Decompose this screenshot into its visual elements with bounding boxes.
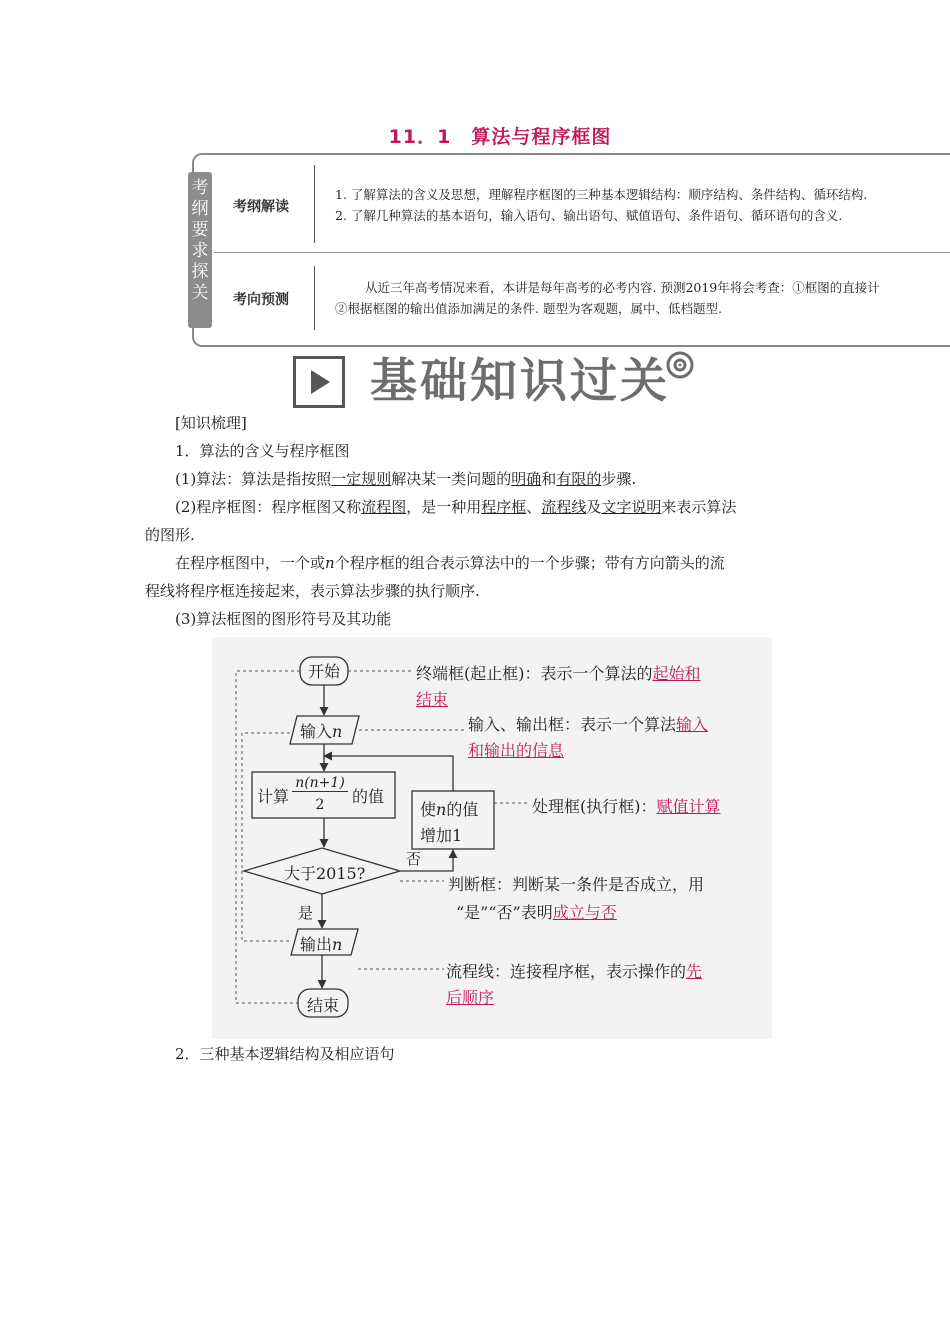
dotted-bracket xyxy=(236,671,300,1003)
dotted-bracket xyxy=(242,733,291,941)
p2-text: 及 xyxy=(586,498,602,516)
p2-text: 、 xyxy=(526,498,542,516)
p1-underline-3: 有限的 xyxy=(556,470,602,488)
row2-line2: ②根据框图的输出值添加满足的条件. 题型为客观题，属中、低档题型. xyxy=(335,301,722,316)
annotation-terminal xyxy=(416,661,701,713)
p2-underline-4: 文字说明 xyxy=(601,498,662,516)
annotation-flowline xyxy=(446,959,702,1011)
start-label: 开始 xyxy=(307,662,340,681)
increment-label xyxy=(420,797,478,820)
increment-var: n xyxy=(436,800,447,819)
annotation-io xyxy=(468,712,708,764)
row2-divider xyxy=(314,266,315,330)
annotation-highlight: 先 xyxy=(686,962,703,981)
p1-text: 和 xyxy=(541,470,557,488)
no-label: 否 xyxy=(406,850,422,868)
annotation-process xyxy=(532,794,721,817)
p2-text: 来表示算法 xyxy=(661,498,737,516)
increment-text: 使 xyxy=(420,800,437,819)
row1-divider xyxy=(314,165,315,243)
side-tab-label: 考 纲 要 求 探 关 xyxy=(191,178,209,303)
row1-line2: 2. 了解几种算法的基本语句，输入语句、输出语句、赋值语句、条件语句、循环语句的含义. xyxy=(335,208,843,223)
output-text: 输出 xyxy=(300,935,333,954)
input-label xyxy=(300,719,342,742)
paragraph-algorithm xyxy=(175,465,636,493)
row2-label: 考向预测 xyxy=(233,292,289,308)
p3-text: 个程序框的组合表示算法中的一个步骤；带有方向箭头的流 xyxy=(334,554,725,572)
increment-label-2: 增加1 xyxy=(420,826,463,845)
p2-continuation: 的图形. xyxy=(145,526,195,544)
section-banner: 基础知识过关 xyxy=(370,354,670,409)
p2-text: ，是一种用 xyxy=(406,498,482,516)
output-var: n xyxy=(332,935,343,954)
heading-1: 1．算法的含义与程序框图 xyxy=(175,442,350,460)
p2-underline-2: 程序框 xyxy=(481,498,527,516)
heading-2: 2．三种基本逻辑结构及相应语句 xyxy=(175,1045,395,1063)
p3-var-n: n xyxy=(325,554,335,572)
p1-underline-2: 明确 xyxy=(511,470,542,488)
flowchart-figure xyxy=(212,637,772,1039)
calc-label-b: 的值 xyxy=(352,787,385,806)
yes-label: 是 xyxy=(298,904,314,922)
p1-text: (1)算法：算法是指按照 xyxy=(175,470,332,488)
annotation-text: “是”“否”表明 xyxy=(456,903,553,922)
annotation-highlight: 赋值计算 xyxy=(656,797,721,816)
p3-continuation: 程线将程序框连接起来，表示算法步骤的执行顺序. xyxy=(145,582,480,600)
row1-label: 考纲解读 xyxy=(233,199,289,215)
output-label xyxy=(300,932,342,955)
p2-underline-1: 流程图 xyxy=(361,498,407,516)
input-var: n xyxy=(332,722,343,741)
calc-label-a: 计算 xyxy=(257,787,290,806)
annotation-text: 处理框(执行框)： xyxy=(532,797,657,816)
p3-text: 在程序框图中，一个或 xyxy=(175,554,326,572)
decision-label: 大于2015? xyxy=(284,864,366,883)
increment-text: 的值 xyxy=(446,800,479,819)
paragraph-steps xyxy=(175,549,725,577)
paragraph-symbols: (3)算法框图的图形符号及其功能 xyxy=(175,610,392,628)
paragraph-flowchart-def xyxy=(175,493,736,521)
annotation-highlight: 起始和 xyxy=(652,664,701,683)
annotation-text: 判断框：判断某一条件是否成立，用 xyxy=(448,875,705,894)
annotation-highlight: 成立与否 xyxy=(552,903,617,922)
calc-denominator: 2 xyxy=(315,797,325,813)
p2-underline-3: 流程线 xyxy=(541,498,587,516)
exam-side-tab xyxy=(188,172,212,328)
row1-line1: 1. 了解算法的含义及思想，理解程序框图的三种基本逻辑结构：顺序结构、条件结构、循环结构. xyxy=(335,187,868,202)
p1-text: 步骤. xyxy=(601,470,637,488)
p1-text: 解决某一类问题的 xyxy=(391,470,512,488)
p1-underline-1: 一定规则 xyxy=(331,470,392,488)
target-icon xyxy=(665,350,695,380)
row-divider xyxy=(214,252,950,253)
row2-line1: 从近三年高考情况来看，本讲是每年高考的必考内容. 预测2019年将会考查：①框图的直接计 xyxy=(365,280,880,295)
page-title: 11．1 算法与程序框图 xyxy=(388,126,612,148)
p2-text: (2)程序框图：程序框图又称 xyxy=(175,498,362,516)
annotation-highlight: 输入 xyxy=(676,715,709,734)
annotation-highlight: 和输出的信息 xyxy=(468,741,565,760)
annotation-decision xyxy=(448,871,704,927)
annotation-highlight: 结束 xyxy=(416,690,449,709)
annotation-text: 终端框(起止框)：表示一个算法的 xyxy=(416,664,653,683)
annotation-text: 输入、输出框：表示一个算法 xyxy=(468,715,677,734)
end-label: 结束 xyxy=(306,996,339,1015)
annotation-text: 流程线：连接程序框，表示操作的 xyxy=(446,962,687,981)
annotation-highlight: 后顺序 xyxy=(446,988,495,1007)
section-tag: [知识梳理] xyxy=(175,414,247,432)
play-icon xyxy=(293,356,345,408)
input-text: 输入 xyxy=(300,722,333,741)
calc-numerator: n(n+1) xyxy=(292,775,348,792)
